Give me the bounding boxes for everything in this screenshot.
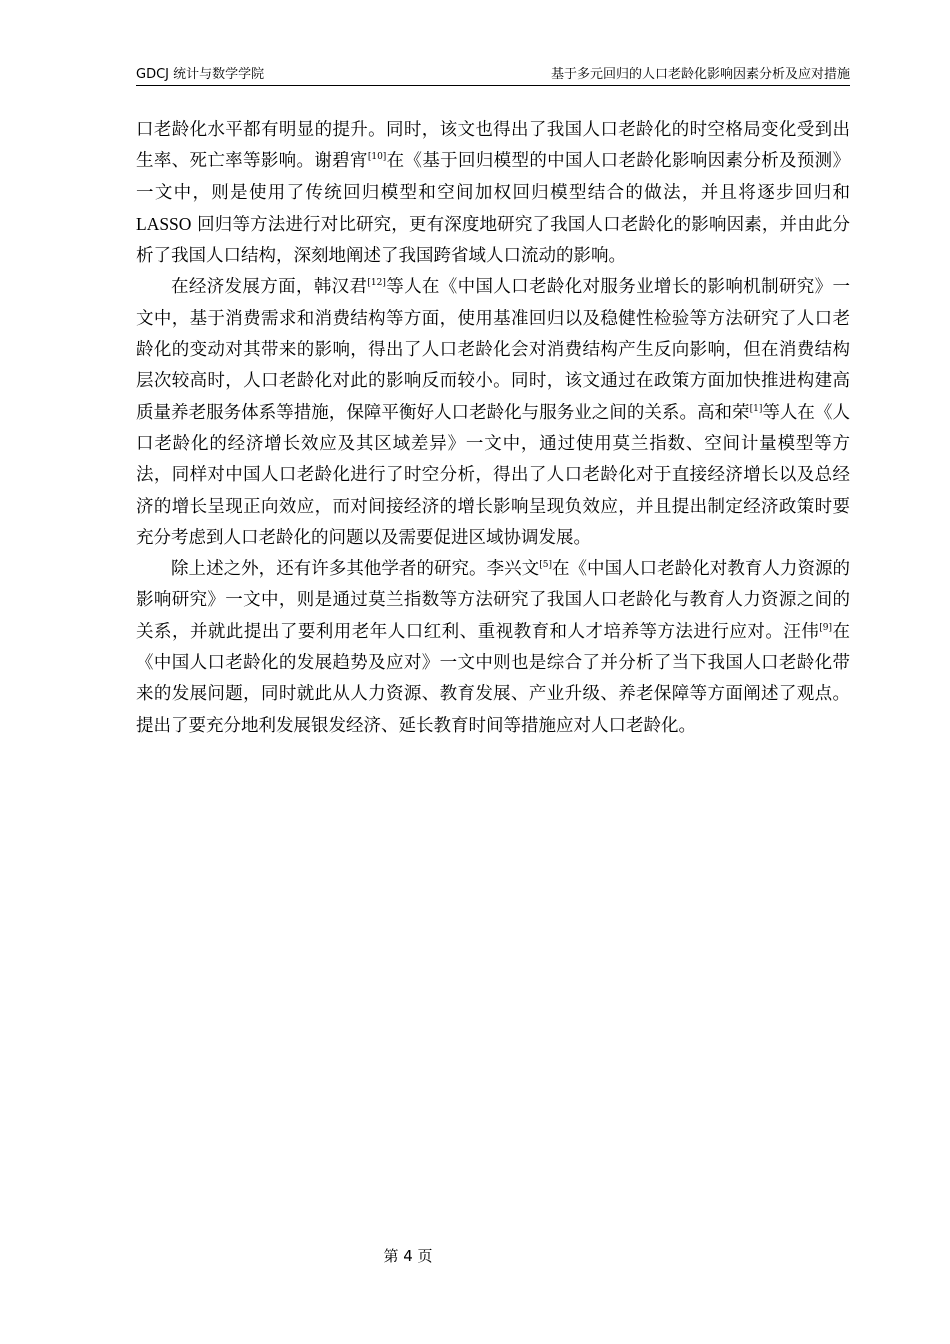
body-text [136,115,850,742]
text-segment: 在《基于回归模型的中国人口老龄化影响因素分析及预测》一文中，则是使用了传统回归模型和空间加权回归模型结合的做法，并且将逐步回归和 [136,151,851,203]
page-header [136,66,850,84]
citation-ref: [12] [367,278,386,289]
text-segment: 等人在《人口老龄化的经济增长效应及其区域差异》一文中，通过使用莫兰指数、空间计量模型等方法，同样对中国人口老龄化进行了时空分析，得出了人口老龄化对于直接经济增长以及总经济的增长呈现正向效应，而对间接经济的增长影响呈现负效应，并且提出制定经济政策时要充分考虑到人口老龄化的问题以及需要促进区域协调发展。 [136,402,850,548]
citation-ref: [1] [749,403,763,414]
header-school-name: GDCJ 统计与数学学院 [136,67,265,82]
paragraph-other-scholars [136,554,850,742]
citation-ref: [9] [819,622,833,633]
citation-ref: [10] [367,152,387,163]
text-segment: 在经济发展方面，韩汉君 [171,277,368,298]
text-segment-latin: LASSO [136,213,192,234]
text-segment: 口老龄化水平都有明显的提升。同时，该文也得出了我国人口老龄化的时空格局变化受到出生率、死亡率等影响。谢碧宵 [136,120,850,172]
page-number: 第 4 页 [383,1247,433,1265]
paragraph-continued [136,115,850,272]
paragraph-economy [136,272,850,554]
text-segment: 在《中国人口老龄化对教育人力资源的影响研究》一文中，则是通过莫兰指数等方法研究了我国人口老龄化与教育人力资源之间的关系，并就此提出了要利用老年人口红利、重视教育和人才培养等方法进行应对。汪伟 [136,559,851,642]
text-segment: 回归等方法进行对比研究，更有深度地研究了我国人口老龄化的影响因素，并由此分析了我国人口结构，深刻地阐述了我国跨省域人口流动的影响。 [136,214,850,267]
text-segment: 除上述之外，还有许多其他学者的研究。李兴文 [171,559,540,580]
header-divider [136,85,850,86]
header-paper-title: 基于多元回归的人口老龄化影响因素分析及应对措施 [550,67,850,82]
citation-ref: [5] [539,560,552,571]
text-segment: 等人在《中国人口老龄化对服务业增长的影响机制研究》一文中，基于消费需求和消费结构等方面，使用基准回归以及稳健性检验等方法研究了人口老龄化的变动对其带来的影响，得出了人口老龄化会对消费结构产生反向影响，但在消费结构层次较高时，人口老龄化对此的影响反而较小。同时，该文通过在政策方面加快推进构建高质量养老服务体系等措施，保障平衡好人口老龄化与服务业之间的关系。高和荣 [136,277,851,423]
text-segment: 在《中国人口老龄化的发展趋势及应对》一文中则也是综合了并分析了当下我国人口老龄化带来的发展问题，同时就此从人力资源、教育发展、产业升级、养老保障等方面阐述了观点。提出了要充分地利发展银发经济、延长教育时间等措施应对人口老龄化。 [136,621,851,736]
